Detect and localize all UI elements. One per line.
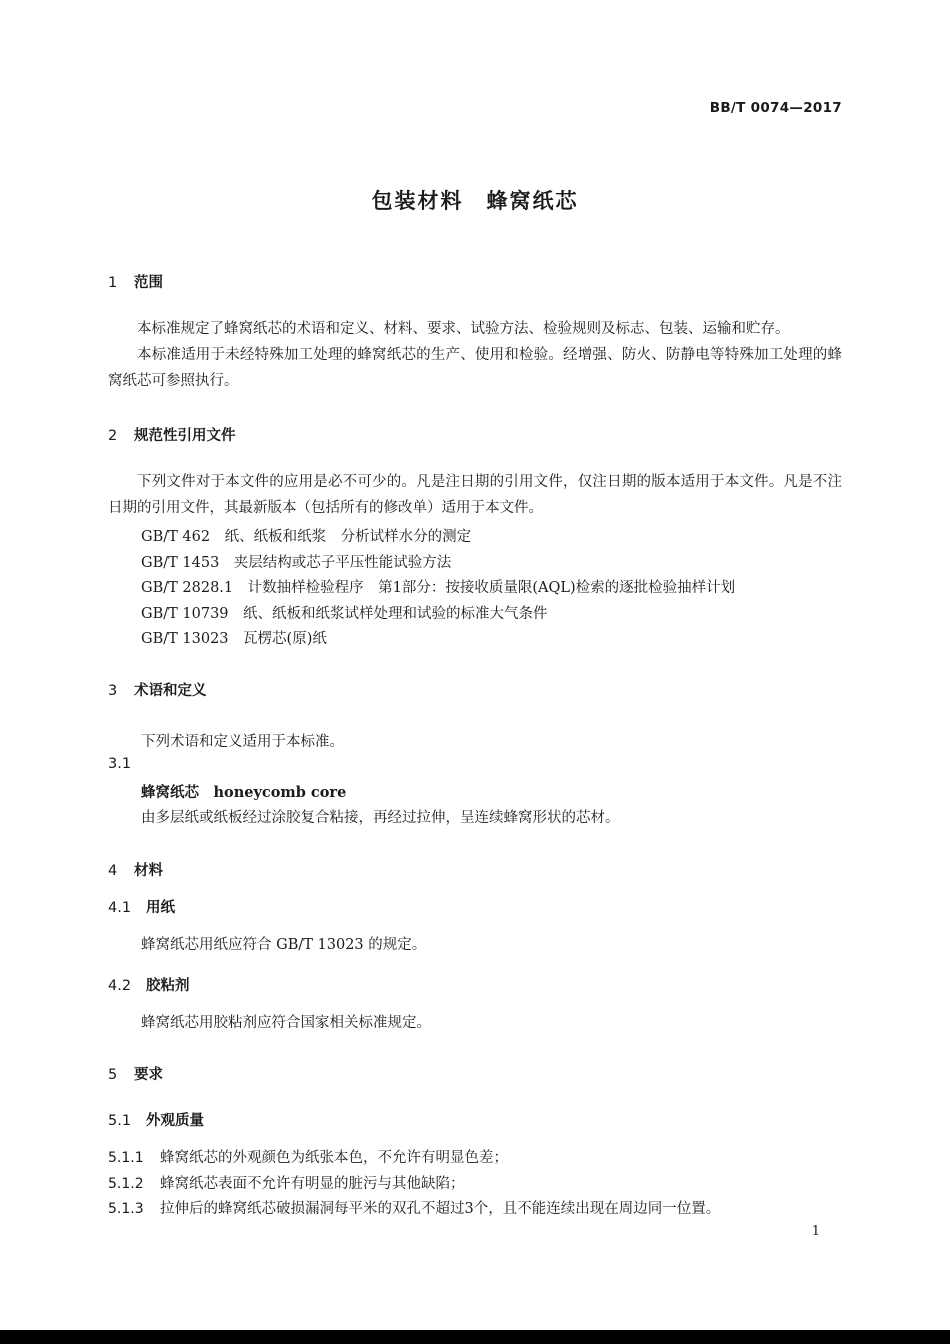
term-name: 蜂窝纸芯 honeycomb core: [141, 784, 347, 801]
section-number: 4: [108, 863, 118, 879]
section-title: 要求: [134, 1067, 163, 1083]
subsection-4-2-heading: [108, 974, 190, 995]
section-number: 2: [108, 428, 118, 444]
section-title: 范围: [134, 275, 163, 291]
subsection-4-1-heading: [108, 896, 175, 917]
section-number: 1: [108, 275, 118, 291]
section-title: 术语和定义: [134, 683, 207, 699]
section-number: 5: [108, 1067, 118, 1083]
paragraph: 本标准适用于未经特殊加工处理的蜂窝纸芯的生产、使用和检验。经增强、防火、防静电等特殊加工处理的蜂窝纸芯可参照执行。: [108, 347, 842, 389]
subsection-number: 4.1: [108, 900, 132, 916]
list-item: [108, 1172, 465, 1193]
page-number: 1: [811, 1224, 820, 1239]
item-number: 5.1.1: [108, 1150, 144, 1166]
reference-item: GB/T 10739 纸、纸板和纸浆试样处理和试验的标准大气条件: [141, 606, 548, 622]
term-definition: 由多层纸或纸板经过涂胶复合粘接，再经过拉伸，呈连续蜂窝形状的芯材。: [141, 810, 620, 826]
paragraph: 本标准规定了蜂窝纸芯的术语和定义、材料、要求、试验方法、检验规则及标志、包装、运输和贮存。: [137, 321, 790, 337]
reference-item: GB/T 2828.1 计数抽样检验程序 第1部分：按接收质量限(AQL)检索的逐批检验抽样计划: [141, 580, 736, 596]
item-text: 拉伸后的蜂窝纸芯破损漏洞每平米的双孔不超过3个，且不能连续出现在周边同一位置。: [160, 1201, 721, 1217]
subsection-5-1-heading: [108, 1109, 204, 1130]
reference-item: GB/T 462 纸、纸板和纸浆 分析试样水分的测定: [141, 529, 472, 545]
subsection-number: 5.1: [108, 1113, 132, 1129]
paragraph: 下列文件对于本文件的应用是必不可少的。凡是注日期的引用文件，仅注日期的版本适用于本文件。凡是不注日期的引用文件，其最新版本（包括所有的修改单）适用于本文件。: [108, 474, 842, 516]
document-title: 包装材料 蜂窝纸芯: [371, 189, 579, 213]
paragraph: 蜂窝纸芯用胶粘剂应符合国家相关标准规定。: [141, 1015, 431, 1031]
paragraph: 蜂窝纸芯用纸应符合 GB/T 13023 的规定。: [141, 937, 427, 953]
section-title: 规范性引用文件: [134, 428, 236, 444]
section-5-heading: [108, 1063, 163, 1084]
standard-code: BB/T 0074—2017: [709, 100, 842, 116]
section-title: 材料: [134, 863, 163, 879]
section-number: 3: [108, 683, 118, 699]
item-number: 5.1.3: [108, 1201, 144, 1217]
scan-edge-bar: [0, 1330, 950, 1344]
reference-item: GB/T 13023 瓦楞芯(原)纸: [141, 631, 327, 647]
section-1-heading: [108, 271, 163, 292]
item-text: 蜂窝纸芯表面不允许有明显的脏污与其他缺陷；: [160, 1176, 465, 1192]
list-item: [108, 1146, 508, 1167]
list-item: [108, 1197, 720, 1218]
section-4-heading: [108, 859, 163, 880]
item-text: 蜂窝纸芯的外观颜色为纸张本色，不允许有明显色差；: [160, 1150, 508, 1166]
section-3-heading: [108, 679, 207, 700]
subsection-title: 用纸: [146, 900, 175, 916]
paragraph: 下列术语和定义适用于本标准。: [141, 734, 344, 750]
term-number: 3.1: [108, 756, 132, 772]
section-2-heading: [108, 424, 236, 445]
subsection-title: 胶粘剂: [146, 978, 190, 994]
subsection-number: 4.2: [108, 978, 132, 994]
reference-item: GB/T 1453 夹层结构或芯子平压性能试验方法: [141, 555, 452, 571]
item-number: 5.1.2: [108, 1176, 144, 1192]
subsection-title: 外观质量: [146, 1113, 204, 1129]
